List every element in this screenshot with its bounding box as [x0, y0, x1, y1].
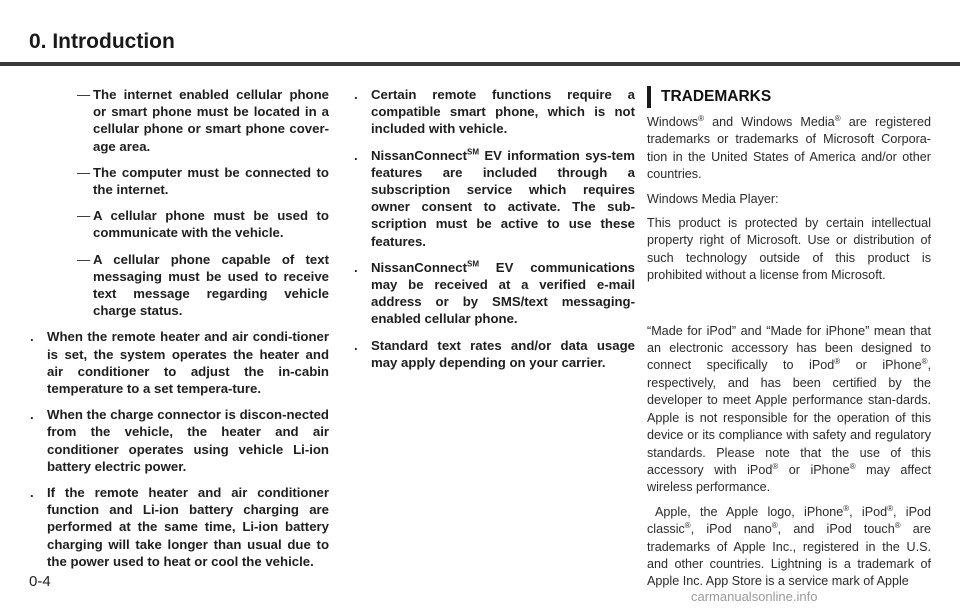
- paragraph-microsoft: This product is protected by certain intellectual property right of Microsoft. Use or distribution of such technology outside of this product is prohibited without a license from Microsoft.: [647, 216, 931, 283]
- registered-mark: ®: [684, 520, 691, 530]
- bullet-list-item: [353, 147, 635, 250]
- bullet-marker: .: [354, 259, 358, 275]
- text: , respectively, and has been certified by the developer to meet Apple performance stan-dards. Apple is not responsible for the operation of this device or its compliance with safety and regulatory standards. Please note that the use of this accessory with iPod: [647, 358, 931, 477]
- page-header: [0, 0, 960, 72]
- paragraph-made-for-ipod: [647, 323, 931, 497]
- bullet-list-item: [29, 328, 329, 397]
- dash-list-item: [29, 251, 329, 320]
- bullet-marker: .: [30, 407, 34, 423]
- dash-item-text: The computer must be connected to the internet.: [93, 164, 329, 198]
- bullet-item-text: EV communications may be received at a verified e-mail address or by SMS/text messaging-enabled cellular phone.: [371, 259, 635, 327]
- registered-mark: ®: [849, 461, 856, 471]
- dash-list-item: [29, 164, 329, 198]
- text: or iPhone: [840, 358, 922, 373]
- text: may affect wireless performance.: [647, 462, 931, 495]
- service-mark: SM: [467, 259, 479, 269]
- registered-mark: ®: [834, 113, 841, 123]
- bullet-list-item: [353, 259, 635, 328]
- text: , and iPod touch: [777, 522, 895, 537]
- bullet-item-text: Standard text rates and/or data usage may apply depending on your carrier.: [371, 337, 635, 370]
- text: are registered trademarks or trademarks of Microsoft Corpora-tion in the United States of America and/or other countries.: [647, 115, 932, 182]
- text: , iPod: [849, 504, 888, 519]
- text: “Made for iPod” and “Made for iPhone” mean that an electronic accessory has been designed to connect specifically to iPod: [647, 323, 931, 373]
- dash-marker: —: [77, 87, 91, 102]
- chapter-title: 0. Introduction: [29, 30, 175, 53]
- registered-mark: ®: [843, 503, 850, 513]
- text: and Windows Media: [704, 115, 835, 129]
- dash-marker: —: [77, 208, 91, 224]
- column-left: [29, 86, 329, 579]
- text: Apple, the Apple logo, iPhone: [655, 504, 844, 519]
- registered-mark: ®: [772, 461, 779, 471]
- registered-mark: ®: [894, 520, 901, 530]
- bullet-item-text: When the charge connector is discon-nected from the vehicle, the heater and air conditioner operates using vehicle Li-ion battery electric power.: [47, 407, 329, 474]
- paragraph-apple: [647, 504, 931, 591]
- dash-item-text: A cellular phone must be used to communicate with the vehicle.: [93, 208, 329, 241]
- text: or iPhone: [778, 462, 850, 477]
- registered-mark: ®: [771, 520, 778, 530]
- trademarks-heading: [647, 86, 931, 110]
- brand-name: NissanConnect: [371, 259, 467, 275]
- dash-list-item: [29, 207, 329, 241]
- watermark: carmanualsonline.info: [691, 589, 818, 604]
- section-title: TRADEMARKS: [661, 88, 772, 105]
- dash-item-text: A cellular phone capable of text messaging must be used to receive text message regarding vehicle charge status.: [93, 251, 329, 319]
- bullet-marker: .: [30, 329, 34, 345]
- bullet-list-item: [29, 484, 329, 570]
- text: Windows: [647, 115, 699, 129]
- dash-marker: —: [77, 164, 91, 180]
- text: , iPod nano: [690, 522, 772, 537]
- dash-marker: —: [77, 251, 91, 267]
- bullet-item-text: If the remote heater and air conditioner function and Li-ion battery charging are performed at the same time, Li-ion battery charging will take longer than usual due to the power used to heat or cool the vehicle.: [47, 485, 329, 569]
- service-mark: SM: [467, 147, 479, 157]
- bullet-list-item: [353, 86, 635, 138]
- paragraph-media-player: Windows Media Player:: [647, 191, 779, 206]
- bullet-list-item: [29, 406, 329, 475]
- page-number: 0-4: [29, 573, 51, 590]
- header-divider: [0, 62, 960, 66]
- bullet-list-item: [353, 337, 635, 371]
- dash-item-text: The internet enabled cellular phone or smart phone must be located in a cellular phone or smart phone cover-age area.: [93, 87, 329, 154]
- registered-mark: ®: [887, 503, 894, 513]
- registered-mark: ®: [698, 113, 704, 123]
- bullet-item-text: EV information sys-tem features are included through a subscription service which requires owner consent to activate. The sub-scription must be active to use these features.: [371, 147, 635, 249]
- paragraph-windows: [647, 114, 931, 184]
- column-right: [647, 86, 931, 598]
- column-middle: [353, 86, 635, 380]
- registered-mark: ®: [834, 357, 841, 367]
- text: are trademarks of Apple Inc., registered in the U.S. and other countries. Lightning is a trademark of Apple Inc. App Store is a service mark of Apple: [647, 522, 931, 589]
- bullet-item-text: When the remote heater and air condi-tioner is set, the system operates the heater and air conditioner to adjust the in-cabin temperature to a set tempera-ture.: [47, 329, 329, 397]
- bullet-item-text: Certain remote functions require a compatible smart phone, which is not included with vehicle.: [371, 87, 635, 137]
- heading-bar: [647, 86, 651, 108]
- bullet-marker: .: [354, 147, 358, 163]
- bullet-marker: .: [354, 87, 358, 102]
- brand-name: NissanConnect: [371, 147, 467, 163]
- dash-list-item: [29, 86, 329, 155]
- registered-mark: ®: [921, 357, 928, 367]
- bullet-marker: .: [354, 337, 358, 353]
- bullet-marker: .: [30, 485, 34, 501]
- text: , iPod classic: [647, 504, 931, 537]
